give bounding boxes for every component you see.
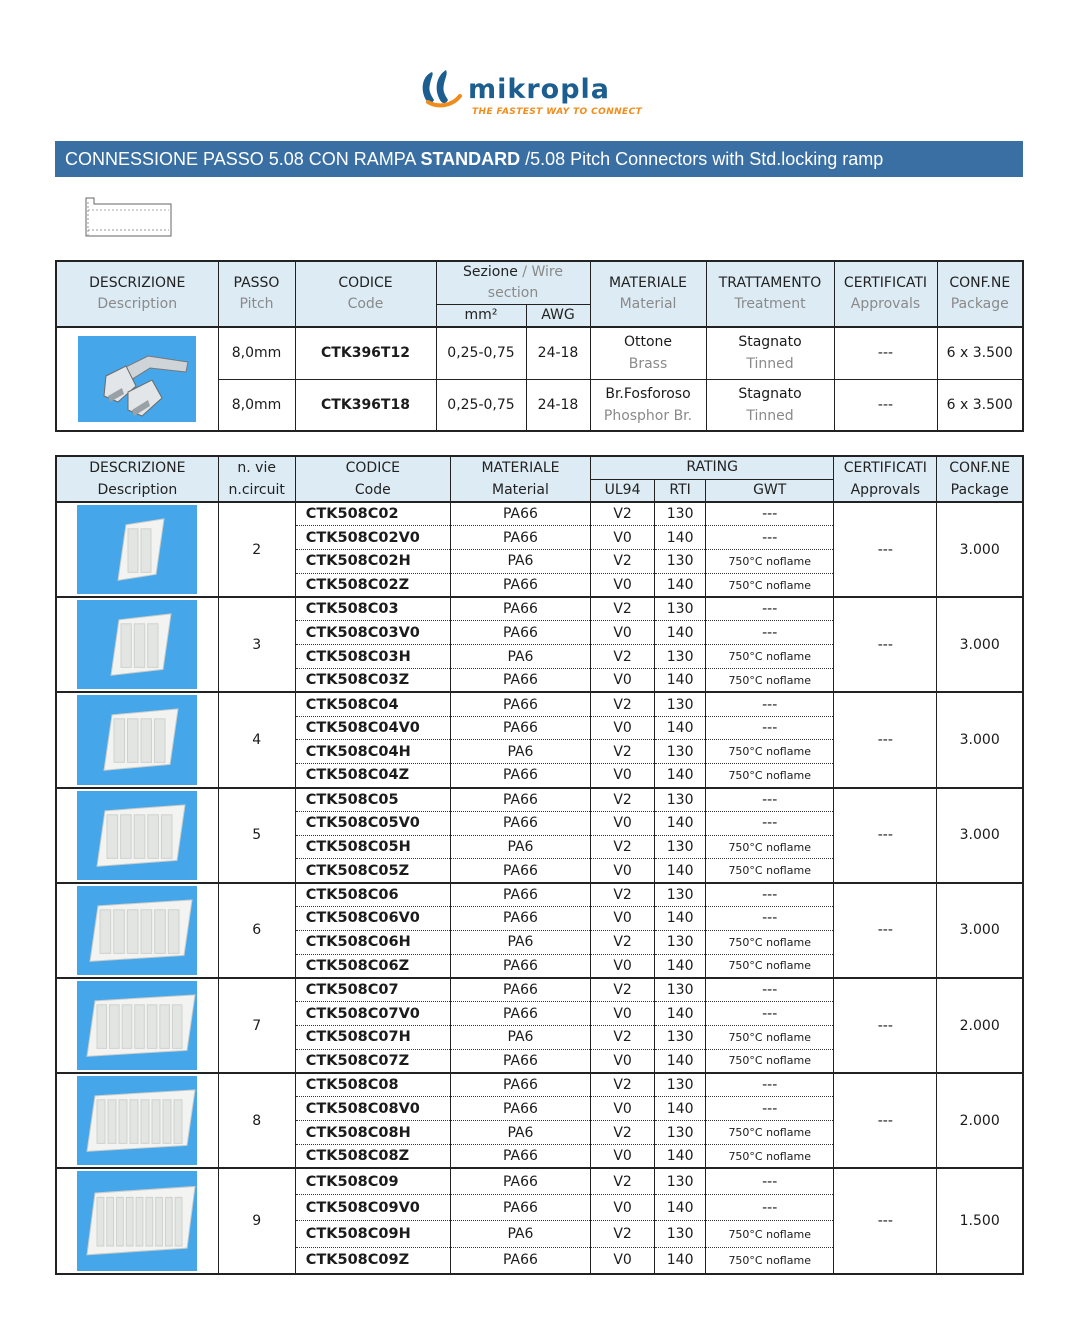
header-trattamento: TRATTAMENTO Treatment [706,261,834,327]
table-row: 4 CTK508C04 PA66 V2 130 --- --- 3.000 [56,692,1023,716]
header-conf: CONF.NE [937,456,1023,479]
header-awg: AWG [526,305,590,328]
product-code: CTK508C05V0 [295,811,450,835]
header-certificati: CERTIFICATI Approvals [834,261,937,327]
terminal-photo [56,327,218,431]
table-row: CTK508C09Z PA66 V0 140 750°C noflame [56,1247,1023,1273]
connector-photo [56,883,218,978]
table-row: CTK508C09H PA6 V2 130 750°C noflame [56,1221,1023,1247]
connector-photo [56,978,218,1073]
product-code: CTK508C04V0 [295,716,450,740]
product-code: CTK508C04 [295,692,450,716]
connector-housing-image [77,505,197,594]
brand-logo [418,66,658,122]
table-row: CTK508C06Z PA66 V0 140 750°C noflame [56,954,1023,978]
page-title: CONNESSIONE PASSO 5.08 CON RAMPA STANDARD /5.08 Pitch Connectors with Std.locking ramp [55,141,1023,177]
header-nvie: n. vie [218,456,295,479]
table-row: CTK508C05Z PA66 V0 140 750°C noflame [56,859,1023,883]
product-code: CTK508C05Z [295,859,450,883]
product-code: CTK508C03V0 [295,621,450,645]
product-code: CTK508C08 [295,1073,450,1097]
product-code: CTK508C03 [295,597,450,621]
table-row: CTK508C08H PA6 V2 130 750°C noflame [56,1121,1023,1145]
connector-housing-image [77,1171,197,1270]
table-row: CTK508C07Z PA66 V0 140 750°C noflame [56,1049,1023,1073]
product-code: CTK508C07V0 [295,1002,450,1026]
product-code: CTK508C03H [295,645,450,669]
header-codice: CODICE Code [295,261,436,327]
connector-photo [56,502,218,597]
header-codice: CODICE [295,456,450,479]
product-code: CTK508C08Z [295,1145,450,1169]
product-code: CTK508C09 [295,1168,450,1194]
brand-tagline: THE FASTEST WAY TO CONNECT [472,107,643,117]
header-materiale: MATERIALE Material [590,261,706,327]
table-row: CTK508C09V0 PA66 V0 140 --- [56,1195,1023,1221]
product-code: CTK508C09Z [295,1247,450,1273]
product-code: CTK508C07Z [295,1049,450,1073]
table-row: 8,0mm CTK396T18 0,25-0,75 24-18 Br.Fosforoso Phosphor Br. Stagnato Tinned --- 6 x 3.500 [56,379,1023,431]
product-code: CTK508C09H [295,1221,450,1247]
connector-photo [56,692,218,787]
connector-housing-image [77,695,197,784]
terminal-table [55,260,1024,432]
table-row: CTK508C07V0 PA66 V0 140 --- [56,1002,1023,1026]
product-code: CTK508C07H [295,1026,450,1050]
connector-photo [56,788,218,883]
table-row: 2 CTK508C02 PA66 V2 130 --- --- 3.000 [56,502,1023,526]
product-code: CTK508C06V0 [295,907,450,931]
table-row: CTK508C07H PA6 V2 130 750°C noflame [56,1026,1023,1050]
header-conf: CONF.NE Package [937,261,1023,327]
header-rating: RATING [591,456,834,479]
connector-housing-image [77,1076,197,1165]
table-row: 9 CTK508C09 PA66 V2 130 --- --- 1.500 [56,1168,1023,1194]
product-code: CTK508C04H [295,740,450,764]
connector-table: DESCRIZIONE n. vie CODICE MATERIALE RATING CERTIFICATI CONF.NE Description n.circuit Code Material UL94 RTI GWT Approvals Package 2 CTK508C02 PA66 V2 130 --- --- 3.000 CTK508C02V0 PA66 V0 140 --- CTK508C02H PA6 V2 130 750°C noflame CTK508C02Z PA66 V0 140 750°C noflame 3 CTK508C03 PA66 V2 130 --- --- 3.000 CTK508C03V0 PA66 V0 140 --- CTK508C03H PA6 V2 130 750°C noflame CTK508C03Z PA66 V0 140 750°C noflame 4 CTK508C04 PA66 V2 130 --- --- 3.000 CTK508C04V0 PA66 V0 140 --- CTK508C04H PA6 V2 130 750°C noflame CTK508C04Z PA66 V0 140 750°C noflame 5 CTK508C05 PA66 V2 130 --- --- 3.000 CTK508C05V0 PA66 V0 140 --- CTK508C05H PA6 V2 130 750°C noflame CTK508C05Z PA66 V0 140 750°C noflame 6 CTK508C06 PA66 V2 130 --- --- 3.000 CTK508C06V0 PA66 V0 140 --- CTK508C06H PA6 V2 130 750°C noflame CTK508C06Z PA66 V0 140 750°C noflame 7 CTK508C07 PA66 V2 130 --- --- 2.000 CTK508C07V0 PA66 V0 140 --- CTK508C07H PA6 V2 130 750°C noflame CTK508C07Z PA66 V0 140 750°C noflame 8 CTK508C08 PA66 V2 130 --- --- 2.000 CTK508C08V0 PA66 V0 140 --- CTK508C08H PA6 V2 130 750°C noflame CTK508C08Z PA66 V0 140 750°C noflame 9 CTK508C09 PA66 V2 130 --- --- 1.500 CTK508C09V0 PA66 V0 140 --- CTK508C09H PA6 V2 130 750°C noflame CTK508C09Z PA66 V0 140 750°C noflame [55,455,1024,1275]
table-row: CTK508C02H PA6 V2 130 750°C noflame [56,550,1023,574]
connector-housing-image [77,981,197,1070]
header-sezione: Sezione / Wire section [436,261,590,305]
product-code: CTK508C06H [295,930,450,954]
header-certificati: CERTIFICATI [834,456,937,479]
product-code: CTK508C05 [295,788,450,812]
table-row: CTK508C06V0 PA66 V0 140 --- [56,907,1023,931]
table-row: CTK508C04Z PA66 V0 140 750°C noflame [56,764,1023,788]
connector-housing-image [77,791,197,880]
product-code: CTK508C04Z [295,764,450,788]
table-row: 8,0mm CTK396T12 0,25-0,75 24-18 Ottone Brass Stagnato Tinned --- 6 x 3.500 [56,327,1023,379]
table-row: CTK508C06H PA6 V2 130 750°C noflame [56,930,1023,954]
connector-housing-image [77,600,197,689]
connector-photo [56,1168,218,1273]
product-code: CTK508C09V0 [295,1195,450,1221]
table-row: CTK508C05V0 PA66 V0 140 --- [56,811,1023,835]
crimp-terminal-image [78,336,196,422]
connector-housing-image [77,886,197,975]
header-passo: PASSO Pitch [218,261,295,327]
product-code: CTK508C06Z [295,954,450,978]
product-code: CTK508C05H [295,835,450,859]
table-row: CTK508C04V0 PA66 V0 140 --- [56,716,1023,740]
product-code: CTK508C07 [295,978,450,1002]
table-row: CTK508C03Z PA66 V0 140 750°C noflame [56,669,1023,693]
header-materiale: MATERIALE [450,456,590,479]
product-code: CTK508C03Z [295,669,450,693]
connector-photo [56,597,218,692]
header-gwt: GWT [706,479,834,502]
table-row: CTK508C02Z PA66 V0 140 750°C noflame [56,573,1023,597]
product-code: CTK508C02V0 [295,526,450,550]
product-code: CTK508C02Z [295,573,450,597]
table-row: CTK508C02V0 PA66 V0 140 --- [56,526,1023,550]
table-row: 6 CTK508C06 PA66 V2 130 --- --- 3.000 [56,883,1023,907]
table-row: 7 CTK508C07 PA66 V2 130 --- --- 2.000 [56,978,1023,1002]
product-code: CTK508C06 [295,883,450,907]
table-row: 5 CTK508C05 PA66 V2 130 --- --- 3.000 [56,788,1023,812]
table-row: 3 CTK508C03 PA66 V2 130 --- --- 3.000 [56,597,1023,621]
product-code: CTK508C08V0 [295,1097,450,1121]
table-row: 8 CTK508C08 PA66 V2 130 --- --- 2.000 [56,1073,1023,1097]
table-row: CTK508C08Z PA66 V0 140 750°C noflame [56,1145,1023,1169]
brand-name: mikropla [468,74,611,105]
product-code: CTK508C08H [295,1121,450,1145]
table-row: CTK508C04H PA6 V2 130 750°C noflame [56,740,1023,764]
header-rti: RTI [655,479,706,502]
header-ul94: UL94 [591,479,655,502]
header-descrizione: DESCRIZIONE Description [56,261,218,327]
connector-photo [56,1073,218,1168]
table-row: CTK508C03H PA6 V2 130 750°C noflame [56,645,1023,669]
table-row: CTK508C03V0 PA66 V0 140 --- [56,621,1023,645]
product-code: CTK508C02H [295,550,450,574]
product-code: CTK508C02 [295,502,450,526]
table-row: CTK508C08V0 PA66 V0 140 --- [56,1097,1023,1121]
connector-outline-sketch [84,194,174,240]
table-row: CTK508C05H PA6 V2 130 750°C noflame [56,835,1023,859]
header-mm2: mm² [436,305,526,328]
mikropla-logo-icon [418,66,466,110]
header-descrizione: DESCRIZIONE [56,456,218,479]
